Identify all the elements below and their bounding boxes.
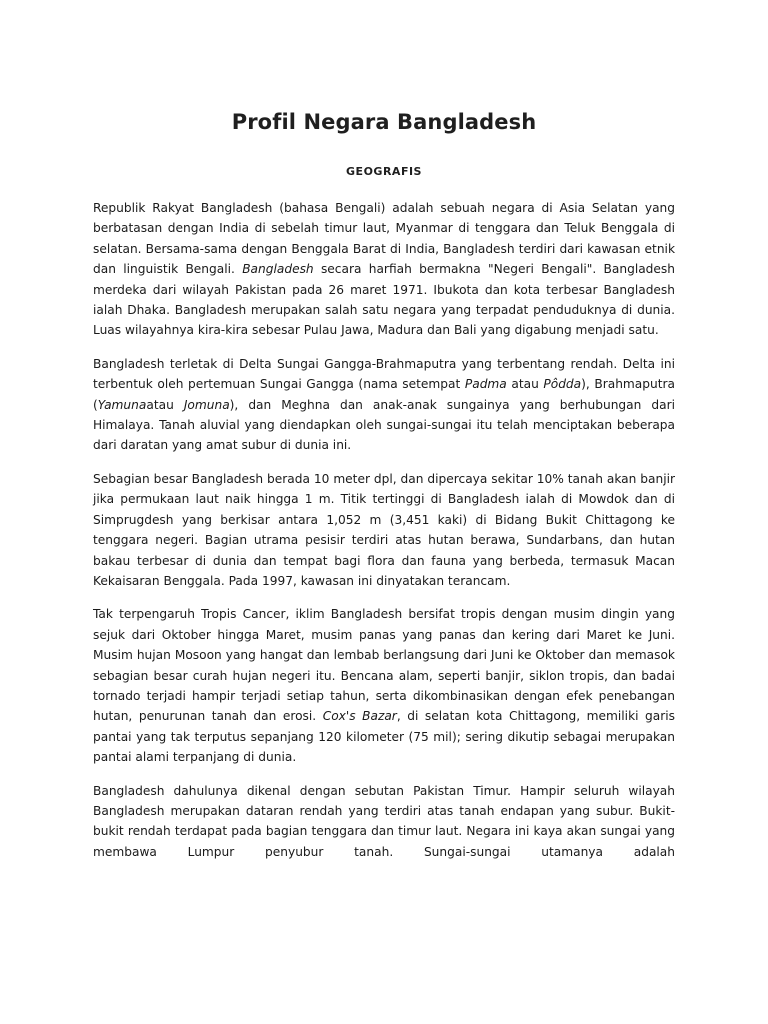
document-title: Profil Negara Bangladesh [231, 110, 537, 134]
italic-term: Padma [464, 377, 507, 392]
text-run: Bangladesh terletak di Delta Sungai Gangga-Brahmaputra yang terbentang rendah. Delta ini terbentuk oleh pertemuan Sungai Gangga (nama setempat [93, 356, 675, 392]
italic-term: Cox's Bazar [322, 709, 397, 724]
paragraph-introduction [93, 198, 675, 341]
paragraph-delta [93, 354, 675, 456]
text-run: Republik Rakyat Bangladesh (bahasa Bengali) adalah sebuah negara di Asia Selatan yang berbatasan dengan India di sebelah timur laut, Myanmar di tenggara dan Teluk Benggala di selatan. Bersama-sama dengan Benggala Barat di India, Bangladesh terdiri dari kawasan etnik dan linguistik Bengali. [93, 201, 675, 277]
paragraph-climate [93, 604, 675, 767]
text-run: atau [146, 397, 184, 412]
italic-term: Bangladesh [242, 262, 314, 277]
italic-term: Yamuna [97, 397, 147, 412]
paragraph-elevation: Sebagian besar Bangladesh berada 10 meter dpl, dan dipercaya sekitar 10% tanah akan banjir jika permukaan laut naik hingga 1 m. Titik tertinggi di Bangladesh ialah di Mowdok dan di Simprugdesh yang berkisar antara 1,052 m (3,451 kaki) di Bidang Bukit Chittagong ke tenggara negeri. Bagian utrama pesisir terdiri atas hutan berawa, Sundarbans, dan hutan bakau terbesar di dunia dan tempat bagi flora dan fauna yang berbeda, termasuk Macan Kekaisaran Benggala. Pada 1997, kawasan ini dinyatakan terancam. [93, 471, 675, 588]
text-run: , di selatan kota Chittagong, memiliki garis pantai yang tak terputus sepanjang 120 kilometer (75 mil); sering dikutip sebagai merupakan pantai alami terpanjang di dunia. [93, 709, 675, 765]
italic-term: Pôdda [543, 377, 582, 392]
text-run: Tak terpengaruh Tropis Cancer, iklim Bangladesh bersifat tropis dengan musim dingin yang sejuk dari Oktober hingga Maret, musim panas yang panas dan kering dari Maret ke Juni. Musim hujan Mosoon yang hangat dan lembab berlangsung dari Juni ke Oktober dan memasok sebagian besar curah hujan negeri itu. Bencana alam, seperti banjir, siklon tropis, dan badai tornado terjadi hampir terjadi setiap tahun, serta dikombinasikan dengan efek penebangan hutan, penurunan tanah dan erosi. [93, 607, 675, 724]
text-run: ), Brahmaputra ( [93, 377, 675, 412]
text-run: atau [506, 377, 544, 392]
italic-term: Jomuna [183, 397, 230, 412]
section-heading: GEOGRAFIS [346, 165, 422, 178]
text-run: secara harfiah bermakna "Negeri Bengali". Bangladesh merdeka dari wilayah Pakistan pada 26 maret 1971. Ibukota dan kota terbesar Bangladesh ialah Dhaka. Bangladesh merupakan salah satu negara yang terpadat penduduknya di dunia. Luas wilayahnya kira-kira sebesar Pulau Jawa, Madura dan Bali yang digabung menjadi satu. [93, 262, 675, 338]
paragraph-history: Bangladesh dahulunya dikenal dengan sebutan Pakistan Timur. Hampir seluruh wilayah Bangladesh merupakan dataran rendah yang terdiri atas tanah endapan yang subur. Bukit-bukit rendah terdapat pada bagian tenggara dan timur laut. Negara ini kaya akan sungai yang membawa Lumpur penyubur tanah. Sungai-sungai utamanya adalah [93, 783, 675, 859]
text-run: ), dan Meghna dan anak-anak sungainya yang berhubungan dari Himalaya. Tanah aluvial yang diendapkan oleh sungai-sungai itu telah menciptakan beberapa dari daratan yang amat subur di dunia ini. [93, 397, 675, 453]
